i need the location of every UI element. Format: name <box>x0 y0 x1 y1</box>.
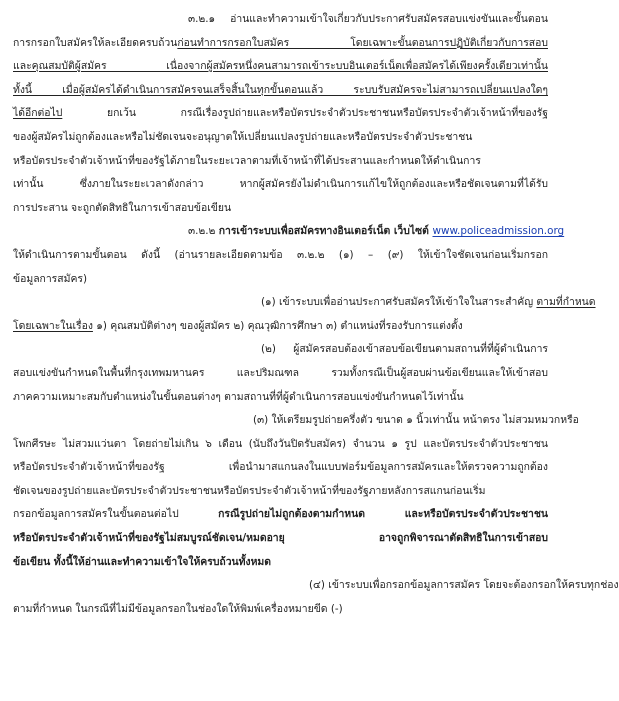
text-line <box>13 32 548 56</box>
text-line <box>13 197 548 221</box>
text-segment: ยกเว้น กรณีเรื่องรูปถ่ายและหรือบัตรประจำตัวประชาชนหรือบัตรประจำตัวเจ้าหน้าที่ของรัฐ <box>62 107 548 120</box>
text-segment: ๑) คุณสมบัติต่างๆ ของผู้สมัคร ๒) คุณวุฒิการศึกษา ๓) ตำแหน่งที่รองรับการแต่งตั้ง <box>92 319 463 332</box>
text-segment: ทั้งนี้ เมื่อผู้สมัครได้ดำเนินการสมัครจนเสร็จสิ้นในทุกขั้นตอนแล้ว ระบบรับสมัครจะไม่สามารถเปลี่ยนแปลงใดๆ <box>13 83 548 96</box>
text-line <box>13 362 548 386</box>
text-line <box>13 102 548 126</box>
text-line <box>13 244 548 268</box>
text-line <box>13 338 548 362</box>
text-segment: ๓.๒.๒ <box>188 225 219 238</box>
text-line <box>13 150 548 174</box>
text-line <box>13 268 548 292</box>
text-segment: ตามที่กำหนด ในกรณีที่ไม่มีข้อมูลกรอกในช่องใดให้พิมพ์เครื่องหมายขีด (-) <box>13 602 343 615</box>
website-link[interactable]: www.policeadmission.org <box>432 225 565 238</box>
text-segment: กรอกข้อมูลการสมัครในขั้นตอนต่อไป <box>13 508 219 521</box>
text-line <box>13 503 548 527</box>
text-segment: ให้ดำเนินการตามขั้นตอน ดังนี้ (อ่านรายละเอียดตามข้อ ๓.๒.๒ (๑) – (๙) ให้เข้าใจชัดเจนก่อนเริ่มกรอก <box>13 248 548 261</box>
text-line <box>13 386 548 410</box>
text-line <box>13 527 548 551</box>
text-line <box>13 456 548 480</box>
text-line <box>13 598 548 622</box>
text-segment: การกรอกใบสมัครให้ละเอียดครบถ้วน <box>13 36 178 49</box>
text-segment: โดยเฉพาะในเรื่อง <box>13 319 93 332</box>
text-segment: ๓.๒.๑ อ่านและทำความเข้าใจเกี่ยวกับประกาศรับสมัครสอบแข่งขันและขั้นตอน <box>188 13 548 25</box>
text-segment: หรือบัตรประจำตัวเจ้าหน้าที่ของรัฐไม่สมบูรณ์ชัดเจน/หมดอายุ อาจถูกพิจารณาตัดสิทธิในการเข้าสอบ <box>13 532 548 545</box>
text-line <box>13 315 548 339</box>
text-line <box>13 574 619 598</box>
text-segment: โพกศีรษะ ไม่สวมแว่นตา โดยถ่ายไม่เกิน ๖ เดือน (นับถึงวันปิดรับสมัคร) จำนวน ๑ รูป และบัตรประจำตัวประชาชน <box>13 437 548 450</box>
text-line <box>13 126 548 150</box>
text-line <box>13 409 579 433</box>
text-segment: (๑) เข้าระบบเพื่ออ่านประกาศรับสมัครให้เข้าใจในสาระสำคัญ <box>261 296 537 309</box>
text-segment: (๔) เข้าระบบเพื่อกรอกข้อมูลการสมัคร โดยจะต้องกรอกให้ครบทุกช่อง <box>309 579 619 592</box>
text-line <box>13 291 596 315</box>
text-segment: (๓) ให้เตรียมรูปถ่ายครึ่งตัว ขนาด ๑ นิ้วเท่านั้น หน้าตรง ไม่สวมหมวกหรือ <box>253 414 579 427</box>
text-segment: ก่อนทำการกรอกใบสมัคร โดยเฉพาะขั้นตอนการปฏิบัติเกี่ยวกับการสอบ <box>177 36 548 49</box>
text-segment: ตามที่กำหนด <box>536 296 596 309</box>
text-segment: ข้อมูลการสมัคร) <box>13 272 88 285</box>
text-segment: ข้อเขียน ทั้งนี้ให้อ่านและทำความเข้าใจให้ครบถ้วนทั้งหมด <box>13 555 272 568</box>
text-segment: ได้อีกต่อไป <box>13 107 63 120</box>
text-line <box>13 79 548 103</box>
text-line <box>13 173 548 197</box>
text-segment: ภาคความเหมาะสมกับตำแหน่งในขั้นตอนต่างๆ ตามสถานที่ที่ผู้ดำเนินการสอบแข่งขันกำหนดไว้เท่านั้น <box>13 390 464 403</box>
text-segment: (๒) ผู้สมัครสอบต้องเข้าสอบข้อเขียนตามสถานที่ที่ผู้ดำเนินการ <box>261 343 548 356</box>
text-line <box>13 433 548 457</box>
text-segment: สอบแข่งขันกำหนดในพื้นที่กรุงเทพมหานคร และปริมณฑล รวมทั้งกรณีเป็นผู้สอบผ่านข้อเขียนและให้เข้าสอบ <box>13 366 548 379</box>
text-line <box>13 220 565 244</box>
text-segment: ชัดเจนของรูปถ่ายและบัตรประจำตัวประชาชนหรือบัตรประจำตัวเจ้าหน้าที่ของรัฐภายหลังการสแกนก่อนเริ่ม <box>13 484 486 497</box>
text-line <box>13 8 548 32</box>
text-line <box>13 55 548 79</box>
text-segment: การประสาน จะถูกตัดสิทธิในการเข้าสอบข้อเขียน <box>13 201 232 214</box>
text-segment: หรือบัตรประจำตัวเจ้าหน้าที่ของรัฐได้ภายในระยะเวลาตามที่เจ้าหน้าที่ได้ประสานและกำหนดให้ดำเนินการ <box>13 154 481 167</box>
text-segment: หรือบัตรประจำตัวเจ้าหน้าที่ของรัฐ เพื่อนำมาสแกนลงในแบบฟอร์มข้อมูลการสมัครและให้ตรวจความถูกต้อง <box>13 461 548 474</box>
text-segment: ของผู้สมัครไม่ถูกต้องและหรือไม่ชัดเจนจะอนุญาตให้เปลี่ยนแปลงรูปถ่ายและหรือบัตรประจำตัวประชาชน <box>13 130 473 143</box>
text-segment: และคุณสมบัติผู้สมัคร เนื่องจากผู้สมัครหนึ่งคนสามารถเข้าระบบอินเตอร์เน็ตเพื่อสมัครได้เพียงครั้งเดียวเท่านั้น <box>13 60 548 73</box>
text-line <box>13 551 548 575</box>
text-segment: เท่านั้น ซึ่งภายในระยะเวลาดังกล่าว หากผู้สมัครยังไม่ดำเนินการแก้ไขให้ถูกต้องและหรือชัดเจนตามที่ได้รับ <box>13 178 548 191</box>
text-line <box>13 480 548 504</box>
text-segment: กรณีรูปถ่ายไม่ถูกต้องตามกำหนด และหรือบัตรประจำตัวประชาชน <box>218 508 548 521</box>
text-segment: การเข้าระบบเพื่อสมัครทางอินเตอร์เน็ต เว็บไซต์ <box>218 225 433 238</box>
